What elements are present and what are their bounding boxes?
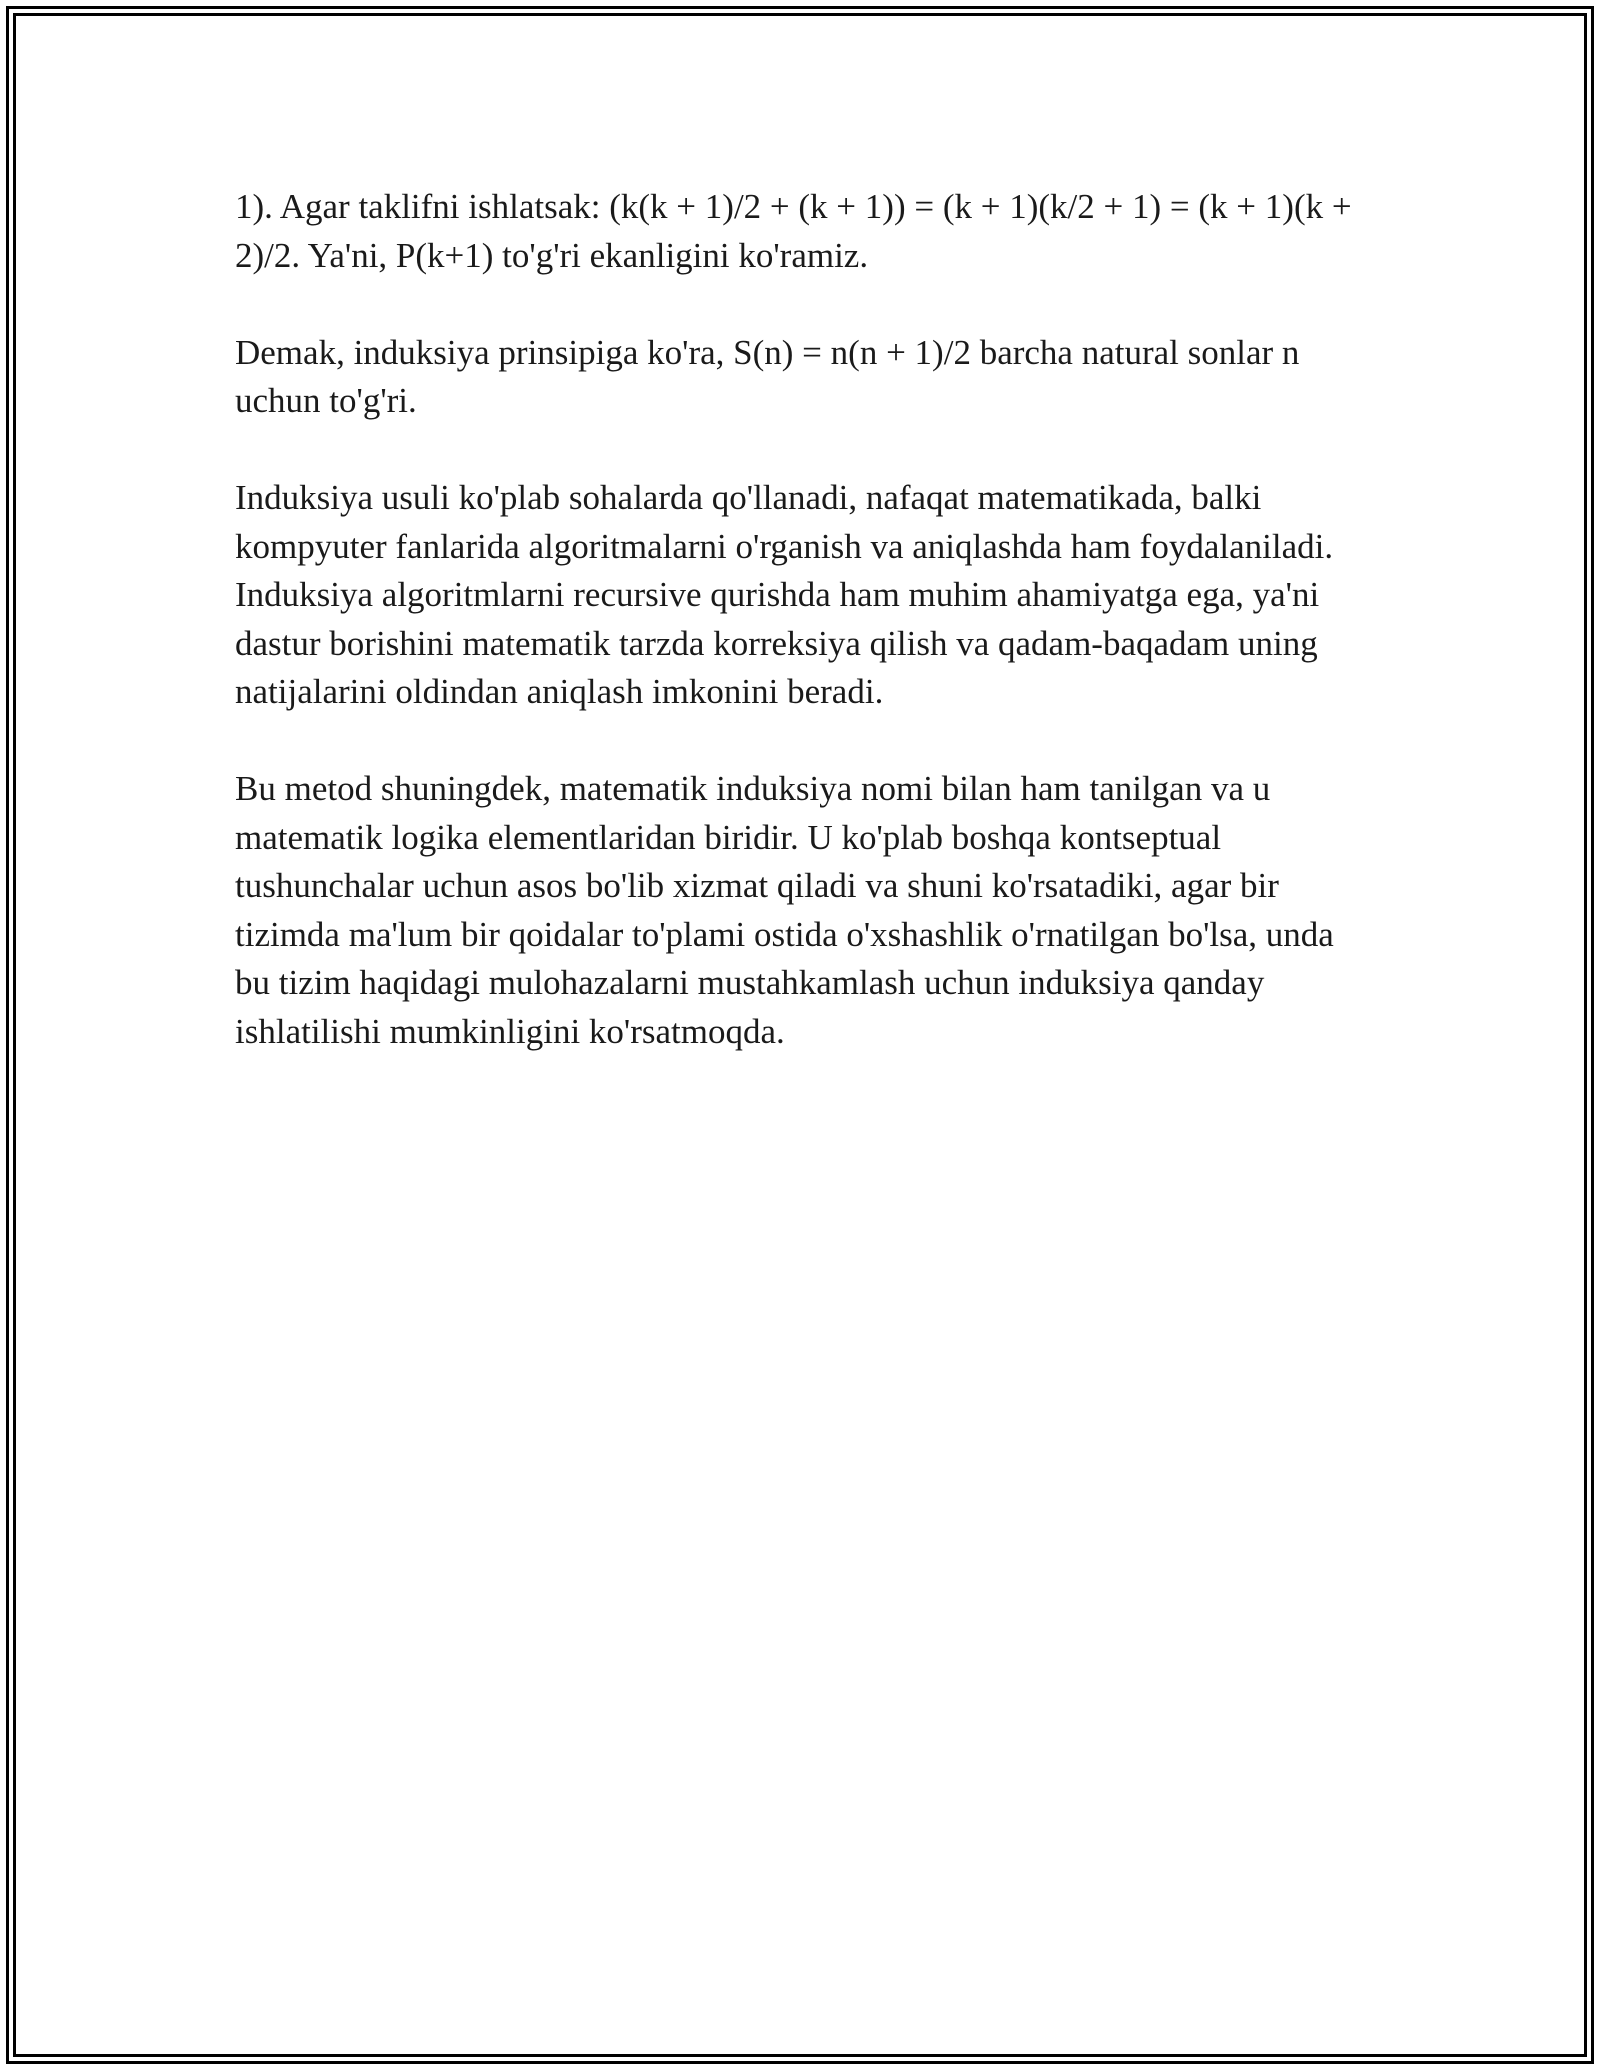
paragraph-mathematical-induction: Bu metod shuningdek, matematik induksiya nomi bilan ham tanilgan va u matematik logika elementlaridan biridir. U ko'plab boshqa kontseptual tushunchalar uchun asos bo'lib xizmat qiladi va shuni ko'rsatadiki, agar bir tizimda ma'lum bir qoidalar to'plami ostida o'xshashlik o'rnatilgan bo'lsa, unda bu tizim haqidagi mulohazalarni mustahkamlash uchun induksiya qanday ishlatilishi mumkinligini ko'rsatmoqda. [235,769,1334,1051]
paragraph-conclusion: Demak, induksiya prinsipiga ko'ra, S(n) = n(n + 1)/2 barcha natural sonlar n uchun to'g'ri. [235,332,1300,420]
paragraph-applications: Induksiya usuli ko'plab sohalarda qo'llanadi, nafaqat matematikada, balki kompyuter fanlarida algoritmalarni o'rganish va aniqlashda ham foydalaniladi. Induksiya algoritmlarni recursive qurishda ham muhim ahamiyatga ega, ya'ni dastur borishini matematik tarzda korreksiya qilish va qadam-baqadam uning natijalarini oldindan aniqlash imkonini beradi. [235,478,1334,711]
document-body [235,183,1355,1105]
paragraph-induction-step: 1). Agar taklifni ishlatsak: (k(k + 1)/2 + (k + 1)) = (k + 1)(k/2 + 1) = (k + 1)(k + 2)/2. Ya'ni, P(k+1) to'g'ri ekanligini ko'ramiz. [235,187,1352,275]
